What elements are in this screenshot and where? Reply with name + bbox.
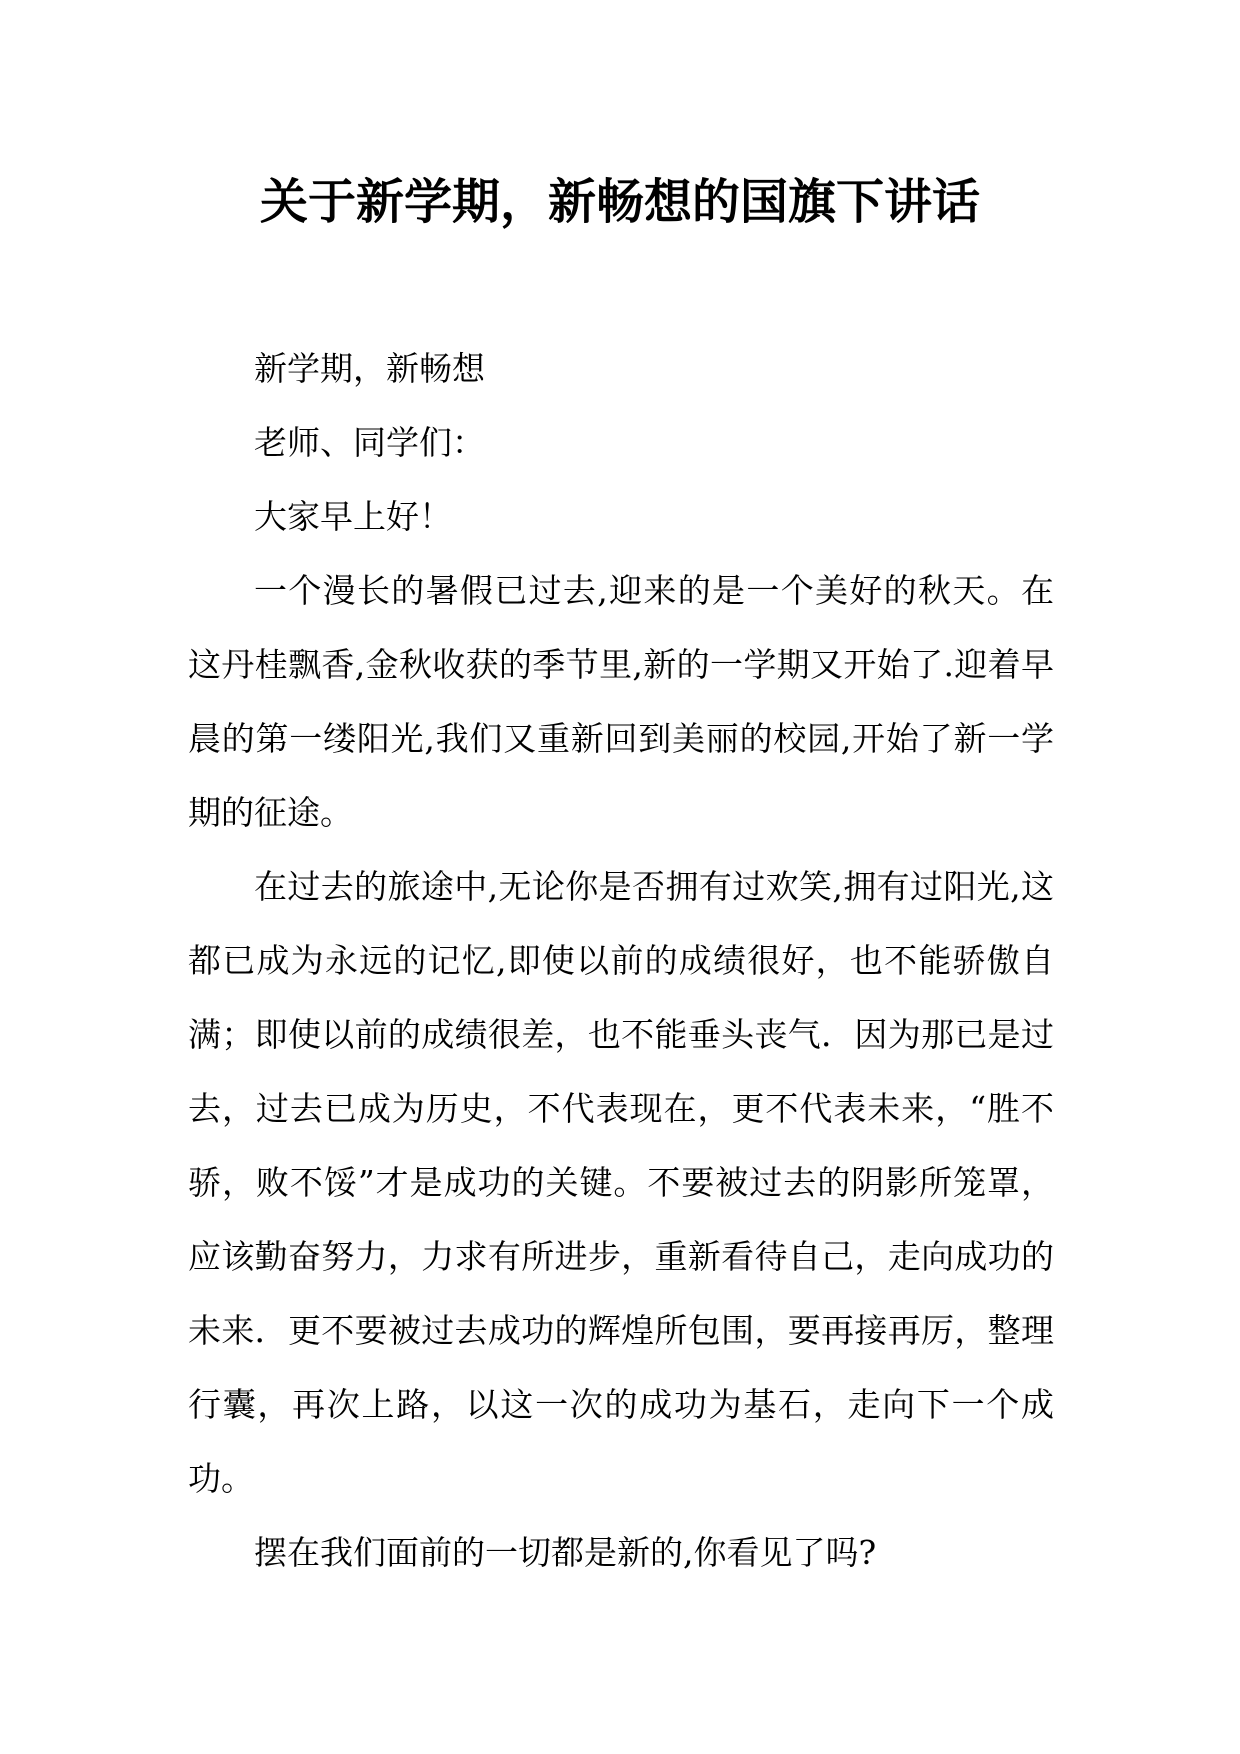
paragraph-heading: 新学期，新畅想 [254, 349, 485, 388]
paragraph-body: 一个漫长的暑假已过去,迎来的是一个美好的秋天。在这丹桂飘香,金秋收获的季节里,新的一学期又开始了.迎着早晨的第一缕阳光,我们又重新回到美丽的校园,开始了新一学期的征途。 [188, 571, 1054, 832]
paragraph-salutation: 老师、同学们： [254, 423, 485, 462]
paragraph-body: 摆在我们面前的一切都是新的,你看见了吗? [254, 1533, 877, 1572]
document-body [188, 332, 1054, 1590]
paragraph-greeting: 大家早上好！ [254, 497, 452, 536]
paragraph-body: 在过去的旅途中,无论你是否拥有过欢笑,拥有过阳光,这都已成为永远的记忆,即使以前的成绩很好，也不能骄傲自满；即使以前的成绩很差，也不能垂头丧气．因为那已是过去，过去已成为历史，不代表现在，更不代表未来，“胜不骄，败不馁”才是成功的关键。不要被过去的阴影所笼罩，应该勤奋努力，力求有所进步，重新看待自己，走向成功的未来．更不要被过去成功的辉煌所包围，要再接再厉，整理行囊，再次上路，以这一次的成功为基石，走向下一个成功。 [188, 867, 1054, 1498]
document-title: 关于新学期，新畅想的国旗下讲话 [259, 174, 980, 230]
